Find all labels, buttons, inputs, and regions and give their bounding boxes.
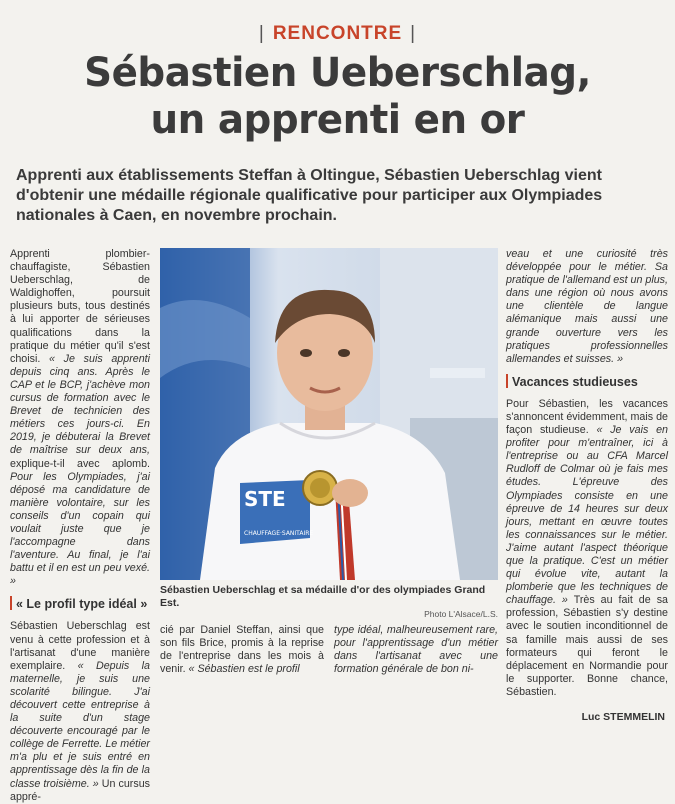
subheading — [10, 596, 150, 612]
quote-text: « Sébastien est le profil — [188, 663, 300, 676]
lead-paragraph: Apprenti aux établissements Steffan à Oltingue, Sébastien Ueberschlag vient d'obtenir une médaille régionale qualificative pour participer aux Olympiades nationales à Caen, en novembre prochain. — [16, 167, 603, 224]
photo-caption: Sébastien Ueberschlag et sa médaille d'or des olympiades Grand Est. — [160, 584, 486, 609]
subheading-text: Vacances studieuses — [512, 374, 638, 389]
article-column-2b — [334, 624, 498, 676]
photo-illustration — [160, 248, 498, 580]
quote-text: « Je vais en profiter pour m'entraîner, ici à l'entreprise ou au CFA Marcel Rudloff de Colmar où je fais mes études. L'épreuve des Olympiades consiste en une épreuve de 14 heures sur deux jours, mettant en œuvre toutes les connaissances sur le métier. J'aime autant l'aspect théorique que la pratique. C'est un métier qui évolue vite, autant la plomberie que les techniques de chauffage. » — [506, 424, 668, 607]
paragraph-text: cié par Daniel Steffan, ainsi que son fils Brice, promis à la reprise de l'entreprise dans les mois à venir. — [160, 624, 324, 676]
shirt-logo-text: STE — [244, 487, 286, 511]
quote-text: « Depuis la maternelle, je suis une scolarité bilingue. J'ai découvert cette entreprise à la suite d'un stage découverte encouragé par le collège de Ferrette. Le métier m'a plu et je suis entré en apprentissage dès la fin de la classe troisième. » — [10, 659, 150, 790]
article-photo — [160, 248, 498, 580]
rubric-label: RENCONTRE — [272, 23, 403, 44]
paragraph — [160, 624, 324, 676]
paragraph-text: Un cursus appré- — [10, 777, 150, 803]
quote-text: veau et une curiosité très développée pour le métier. Sa pratique de l'allemand est un plus, dans une région où nous avons une clientèle de langue alémanique mais aussi une grande ouverture vers les pratiques professionnelles allemandes et suisses. » — [506, 248, 668, 365]
paragraph-text: Pour Sébastien, les vacances s'annoncent évidemment, mais de façon studieuse. — [506, 397, 668, 437]
rubric-divider-left: | — [258, 23, 265, 44]
photo-credit: Photo L'Alsace/L.S. — [424, 609, 498, 619]
article-column-1 — [10, 248, 150, 804]
article-column-3 — [506, 248, 668, 699]
section-rubric — [0, 23, 675, 45]
paragraph — [506, 398, 668, 699]
subheading-text: « Le profil type idéal » — [16, 597, 148, 612]
quote-text: Pour les Olympiades, j'ai déposé ma candidature de manière volontaire, sur les conseils d'un copain qui voulait juste que je l'accompagne dans l'aventure. Au final, je l'ai battu et il en est un peu vexé. » — [10, 470, 150, 588]
headline — [20, 50, 655, 144]
shirt-logo-subtext: CHAUFFAGE·SANITAIRE — [244, 530, 314, 537]
subheading-marker — [506, 374, 508, 388]
article-column-2a — [160, 624, 324, 676]
headline-line-2: un apprenti en or — [150, 97, 525, 143]
paragraph-text: explique-t-il avec aplomb. — [10, 457, 150, 470]
author-signature: Luc STEMMELIN — [581, 711, 665, 723]
paragraph-text: Sébastien Ueberschlag est venu à cette profession et à l'artisanat d'une manière exemplaire. — [10, 620, 150, 672]
paragraph — [10, 248, 150, 588]
quote-text: « Je suis apprenti depuis cinq ans. Après le CAP et le BCP, j'achève mon cursus de formation avec le Brevet de technicien des métiers ces jours-ci. En 2019, je débuterai la Brevet de maîtrise sur deux ans, — [10, 352, 150, 457]
paragraph-text: Très au fait de sa profession, Sébastien s'y destine avec le soutien inconditionnel de sa famille mais aussi de ses formateurs qui feront le déplacement en Normandie pour le supporter. Bonne chance, Sébastien. — [506, 594, 668, 698]
rubric-divider-right: | — [410, 23, 417, 44]
paragraph — [10, 620, 150, 803]
headline-line-1: Sébastien Ueberschlag, — [84, 50, 591, 96]
paragraph-text: Apprenti plombier-chauffagiste, Sébastien Ueberschlag, de Waldighoffen, poursuit plusieurs buts, tous destinés à lui apporter de sérieuses qualifications dans la pratique du métier qu'il s'est choisi. — [10, 248, 150, 365]
subheading — [506, 374, 668, 390]
quote-text: type idéal, malheureusement rare, pour l'apprentissage d'un métier dans l'artisanat avec une formation générale de bon ni- — [334, 624, 498, 676]
subheading-marker — [10, 596, 12, 610]
